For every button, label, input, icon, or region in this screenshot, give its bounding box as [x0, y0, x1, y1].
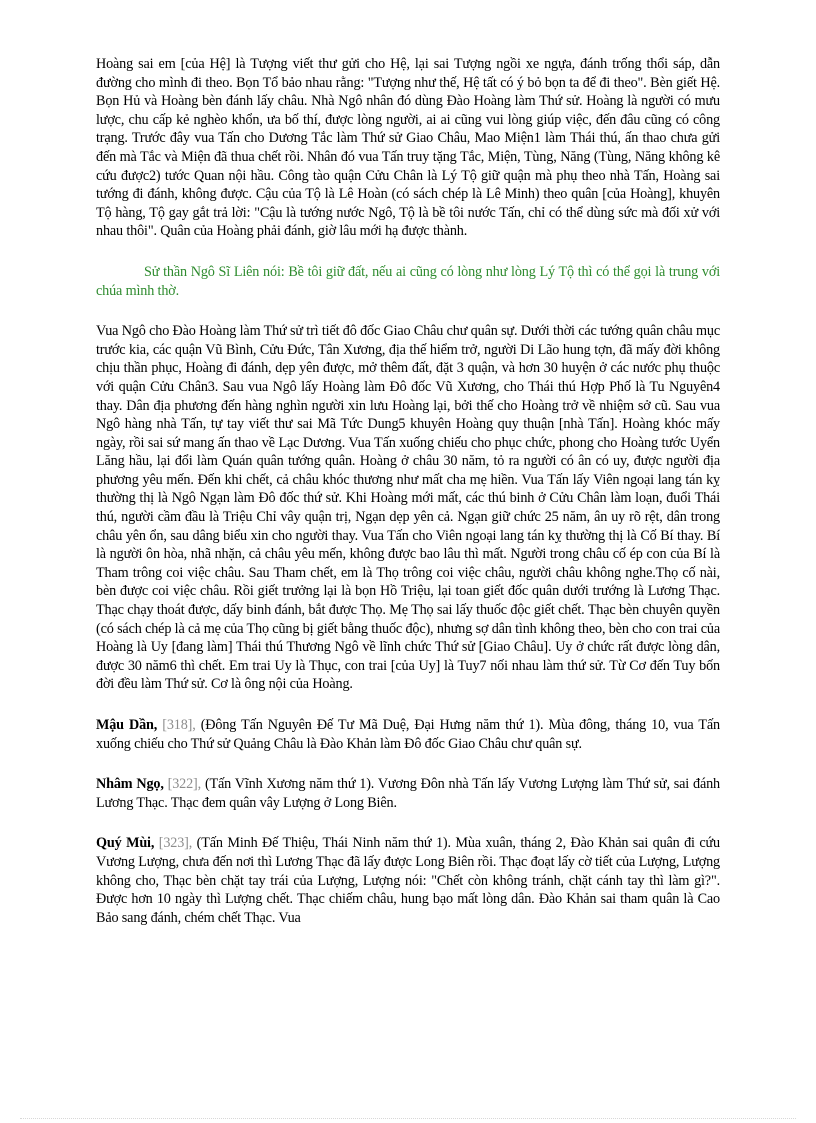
entry-text: (Tấn Vĩnh Xương năm thứ 1). Vương Đôn nhà Tấn lấy Vương Lượng làm Thứ sử, sai đánh Lương Thạc. Thạc đem quân vây Lượng ở Long Biên.: [96, 776, 720, 811]
year-entry: [96, 716, 720, 753]
body-paragraph: Hoàng sai em [của Hệ] là Tượng viết thư gửi cho Hệ, lại sai Tượng ngồi xe ngựa, đánh trống thổi sáp, dẫn đường cho mình đi theo. Bọn Tổ bảo nhau rằng: "Tượng như thế, Hệ tất có ý bỏ bọn ta để đi theo". Bèn giết Hệ. Bọn Hủ và Hoàng bèn đánh lấy châu. Nhà Ngô nhân đó dùng Đào Hoàng làm Thứ sử. Hoàng là người có mưu lược, chu cấp kẻ nghèo khổn, ưa bố thí, được lòng người, ai ai cũng vui lòng giúp việc, đến đâu cũng có công trạng. Trước đây vua Tấn cho Dương Tắc làm Thứ sử Giao Châu, Mao Miện1 làm Thái thú, ấn thao chưa gửi đến mà Tắc và Miện đã thua chết rồi. Nhân đó vua Tấn truy tặng Tắc, Miện, Tùng, Năng (Tùng, Năng không kê cứu được2) tước Quan nội hầu. Công tào quận Cửu Chân là Lý Tộ giữ quận mà phụ theo nhà Tấn, Hoàng sai tướng đi đánh, không được. Cậu của Tộ là Lê Hoàn (có sách chép là Lê Minh) theo quân [của Hoàng], khuyên Tộ hàng, Tộ gay gắt trả lời: "Cậu là tướng nước Ngô, Tộ là bề tôi nước Tấn, chỉ có thể dùng sức mà đối xử với nhau thôi". Quân của Hoàng phải đánh, giờ lâu mới hạ được thành.: [96, 56, 720, 240]
entry-year-number: [318],: [162, 717, 196, 733]
year-entry: [96, 834, 720, 927]
entry-text: (Tấn Minh Đế Thiệu, Thái Ninh năm thứ 1). Mùa xuân, tháng 2, Đào Khản sai quân đi cứu Vương Lượng, chưa đến nơi thì Lương Thạc đã lấy được Long Biên rồi. Thạc đoạt lấy cờ tiết của Lượng, Lượng không cho, Thạc bèn chặt tay trái của Lượng, Lượng nói: "Chết còn không tránh, chặt cánh tay thì làm gì?". Được hơn 10 ngày thì Lượng chết. Thạc chiếm châu, hung bạo mất lòng dân. Đào Khản sai tham quân là Cao Bảo sang đánh, chém chết Thạc. Vua: [96, 835, 720, 926]
entry-year-number: [322],: [167, 776, 202, 793]
entry-text: (Đông Tấn Nguyên Đế Tư Mã Duệ, Đại Hưng năm thứ 1). Mùa đông, tháng 10, vua Tấn xuống chiếu cho Thứ sử Quảng Châu là Đào Khản làm Đô đốc Giao Châu chư quân sự.: [96, 717, 720, 752]
body-paragraph: Vua Ngô cho Đào Hoàng làm Thứ sử trì tiết đô đốc Giao Châu chư quân sự. Dưới thời các tướng quân châu mục trước kia, các quận Vũ Bình, Cửu Đức, Tân Xương, địa thế hiểm trở, người Di Lão hung tợn, đã mấy đời không chịu thần phục, Hoàng đi đánh, dẹp yên được, mở thêm đất, đặt 3 quận, và hơn 30 huyện ở các nước phụ thuộc với quận Cửu Chân3. Sau vua Ngô lấy Hoàng làm Đô đốc Vũ Xương, cho Thái thú Hợp Phố là Tu Nguyên4 thay. Dân địa phương đến hàng nghìn người xin lưu Hoàng lại, bởi thế cho Hoàng trở về nhiệm sở cũ. Sau vua Ngô hàng nhà Tấn, tự tay viết thư sai Mã Tức Dung5 khuyên Hoàng quy thuận [nhà Tấn]. Hoàng khóc mấy ngày, rồi sai sứ mang ấn thao về Lạc Dương. Vua Tấn xuống chiếu cho phục chức, phong cho Hoàng tước Uyển Lăng hầu, lại đổi làm Quán quân tướng quân. Hoàng ở châu 30 năm, tỏ ra người có ân có uy, được người địa phương yêu mến. Đến khi chết, cả châu khóc thương như mất cha mẹ hiền. Vua Tấn lấy Viên ngoại lang tán kỵ thường thị là Ngô Ngạn làm Đô đốc thứ sử. Khi Hoàng mới mất, các thú binh ở Cửu Chân làm loạn, đuổi Thái thú, người cầm đầu là Triệu Chỉ vây quận trị, Ngạn dẹp yên cả. Ngạn giữ chức 25 năm, ân uy rõ rệt, dân trong châu yên ổn, sau dâng biểu xin cho người thay. Vua Tấn cho Viên ngoại lang tán kỵ thường thị là Cố Bí thay. Bí là người ôn hòa, nhã nhặn, cả châu yêu mến, không được bao lâu thì mất. Người trong châu cố ép con của Bí là Tham trông coi việc châu. Sau Tham chết, em là Thọ trông coi việc châu, người châu không nghe.Thọ cố nài, bèn được coi việc châu. Rồi giết trưởng lại là bọn Hồ Triệu, lại toan giết đốc quân dưới trướng là Lương Thạc. Thạc chạy thoát được, dấy binh đánh, bắt được Thọ. Mẹ Thọ sai lấy thuốc độc giết chết. Thạc bèn chuyên quyền (có sách chép là cả mẹ của Thọ cũng bị giết bằng thuốc độc), nhưng sợ dân tình không theo, bèn cho con trai của Hoàng là Uy [đang làm] Thái thú Thương Ngô về lĩnh chức Thứ sử [Giao Châu]. Uy ở chức rất được lòng dân, được 30 năm6 thì chết. Em trai Uy là Thục, con trai [của Uy] là Tuy7 nối nhau làm thứ sử. Từ Cơ đến Tuy bốn đời đều làm Thứ sử. Cơ là ông nội của Hoàng.: [96, 323, 720, 693]
year-entry: [96, 775, 720, 812]
entry-year-number: [323],: [158, 835, 193, 852]
page-bottom-divider: [20, 1118, 796, 1119]
entry-year-label: Quý Mùi,: [96, 835, 155, 852]
historian-quote: Sử thần Ngô Sĩ Liên nói: Bề tôi giữ đất, nếu ai cũng có lòng như lòng Lý Tộ thì có thể gọi là trung với chúa mình thờ.: [96, 263, 720, 299]
document-page: [96, 55, 720, 949]
entry-year-label: Nhâm Ngọ,: [96, 776, 164, 793]
entry-year-label: Mậu Dần,: [96, 717, 158, 733]
